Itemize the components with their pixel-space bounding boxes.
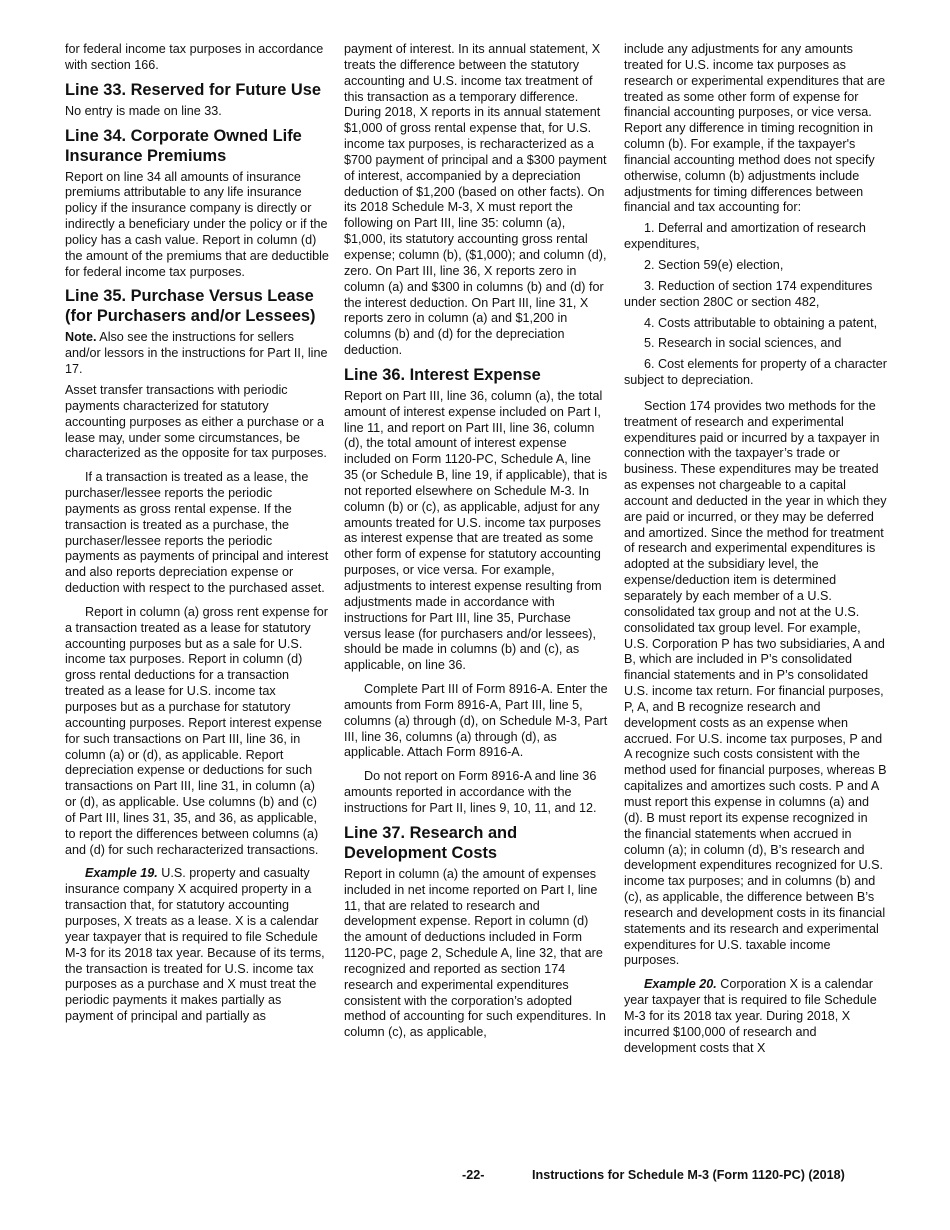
note-paragraph <box>65 330 329 378</box>
example-20 <box>624 977 888 1056</box>
example-19-label: Example 19. <box>85 866 158 881</box>
paragraph-line-34: Report on line 34 all amounts of insurance premiums attributable to any life insurance policy if the insurance company is directly or indirectly a beneficiary under the policy or if the policy has a cash value. Report in column (d) the amount of the premiums that are deductible for federal income tax purposes. <box>65 169 329 279</box>
heading-line-37: Line 37. Research and Development Costs <box>344 823 518 862</box>
example-19-text: U.S. property and casualty insurance company X acquired property in a transaction that, for statutory accounting purposes, X treats as a lease. X is a calendar year taxpayer that is required to file Schedule M-3 for its 2018 tax year. Because of its terms, the transaction is treated for U.S. income tax purposes as a purchase and X must treat the periodic payments it makes partially as payment of principal and partially as <box>65 866 325 1024</box>
column-left <box>65 42 329 1030</box>
column-middle <box>344 42 608 1046</box>
paragraph-line-37: Report in column (a) the amount of expenses included in net income reported on Part I, line 11, that are related to research and development expense. Report in column (d) the amount of deductions included in Form 1120-PC, page 2, Schedule A, line 32, that are recognized and reported as section 174 research and experimental expenditures consistent with the corporation’s adopted method of accounting for such expenditures. In column (c), as applicable, <box>344 866 606 1040</box>
example-19 <box>65 866 329 1024</box>
paragraph-report-gross-rent: Report in column (a) gross rent expense for a transaction treated as a lease for statutory accounting purposes but as a sale for U.S. income tax purposes. Report in column (d) gross rental deductions for a transaction treated as a lease for U.S. income tax purposes but as a purchase for statutory accounting purposes. Report interest expense for such transactions on Part III, line 36, in column (a) or (d), as applicable. Report depreciation expense or deductions for such transactions on Part III, line 31, in column (a) or (d), as applicable. Use columns (b) and (c) of Part III, lines 31, 35, and 36, as applicable, to report the differences between columns (a) and (d) for such recharacterized transactions. <box>65 604 328 857</box>
note-label: Note. <box>65 330 97 345</box>
list-item: 5. Research in social sciences, and <box>644 336 842 351</box>
paragraph-do-not-report: Do not report on Form 8916-A and line 36 amounts reported in accordance with the instructions for Part II, lines 9, 10, 11, and 12. <box>344 769 597 815</box>
list-item: 3. Reduction of section 174 expenditures under section 280C or section 482, <box>624 278 873 309</box>
list-item: 4. Costs attributable to obtaining a patent, <box>644 315 878 330</box>
note-text: Also see the instructions for sellers and/or lessors in the instructions for Part II, line 17. <box>65 330 328 377</box>
paragraph-lease-treatment: If a transaction is treated as a lease, the purchaser/lessee reports the periodic payments as gross rental expense. If the transaction is treated as a purchase, the purchaser/lessee reports the periodic payments as payments of principal and interest and also reports depreciation expense or deduction with respect to the purchased asset. <box>65 470 329 596</box>
list-item: 6. Cost elements for property of a character subject to depreciation. <box>624 357 887 388</box>
example-20-label: Example 20. <box>644 977 717 992</box>
paragraph-continuation: for federal income tax purposes in accordance with section 166. <box>65 42 324 72</box>
paragraph-form-8916a: Complete Part III of Form 8916-A. Enter the amounts from Form 8916-A, Part III, line 5, columns (a) through (d), on Schedule M-3, Part III, line 36, columns (a) through (d), as applicable. Attach Form 8916-A. <box>344 682 608 760</box>
heading-line-34: Line 34. Corporate Owned Life Insurance Premiums <box>65 126 302 165</box>
footer-title: Instructions for Schedule M-3 (Form 1120-PC) (2018) <box>532 1168 845 1182</box>
page-number: -22- <box>462 1168 485 1182</box>
list-item: 1. Deferral and amortization of research expenditures, <box>624 221 866 252</box>
list-item: 2. Section 59(e) election, <box>644 257 784 272</box>
column-right <box>624 42 888 1061</box>
paragraph-line-33: No entry is made on line 33. <box>65 103 222 118</box>
paragraph-asset-transfer: Asset transfer transactions with periodic payments characterized for statutory accounting purposes as either a purchase or a lease may, under some circumstances, be characterized as the opposite for tax purposes. <box>65 382 327 461</box>
paragraph-section-174: Section 174 provides two methods for the treatment of research and experimental expenditures paid or incurred by a taxpayer in connection with the taxpayer’s trade or business. These expenditures may be treated as expenses not chargeable to a capital account and deducted in the year in which they are paid or incurred, or they may be deferred and amortized. Since the method for treatment of research and experimental expenditures is adopted at the subsidiary level, the expense/deduction item is determined separately by each member of a U.S. consolidated tax group and not at the U.S. consolidated tax group level. For example, U.S. Corporation P has two subsidiaries, A and B, which are included in P’s consolidated financial statements and in P’s consolidated U.S. income tax return. For financial purposes, P, A, and B recognize research and development costs as an expense when accrued. For U.S. income tax purposes, P and A recognize such costs consistent with the method used for financial purposes, whereas B capitalizes and amortizes such costs. P and A must report this expense in columns (a) and (d). B must report its expense recognized in the financial statements when accrued in column (a); in column (d), B’s research and development expenditures recognized for U.S. income tax purposes; and in columns (b) and (c), as applicable, the difference between B’s research and development costs in its financial statements and its research and experimental expenditures for U.S. taxable income purposes. <box>624 398 887 968</box>
paragraph-continuation: payment of interest. In its annual statement, X treats the difference between the statutory accounting and U.S. income tax treatment of this transaction as a temporary difference. During 2018, X reports in its annual statement $1,000 of gross rental expense that, for U.S. income tax purposes, is recharacterized as a $700 payment of principal and a $300 payment of interest, accompanied by a depreciation deduction of $1,200 (based on other facts). On its 2018 Schedule M-3, X must report the following on Part III, line 35: column (a), $1,000, its statutory accounting gross rental expense; column (b), ($1,000); and column (d), zero. On Part III, line 36, X reports zero in column (a) and $300 in columns (b) and (d) for the interest deduction. On Part III, line 31, X reports zero in column (a) and $1,200 in columns (b) and (d) for the depreciation deduction. <box>344 42 607 358</box>
timing-differences-list <box>624 221 888 389</box>
heading-line-33: Line 33. Reserved for Future Use <box>65 80 321 99</box>
heading-line-35: Line 35. Purchase Versus Lease (for Purchasers and/or Lessees) <box>65 287 316 326</box>
paragraph-line-36: Report on Part III, line 36, column (a), the total amount of interest expense included on Part I, line 11, and report on Part III, line 36, column (d), the total amount of interest expense included on Form 1120-PC, Schedule A, line 35 (or Schedule B, line 19, if applicable), that is not reported elsewhere on Schedule M-3. In column (b) or (c), as applicable, adjust for any amounts treated for U.S. income tax purposes as interest expense that are treated as some other form of expense for statutory accounting purposes, or vice versa. For example, adjustments to interest expense resulting from adjustments made in accordance with instructions for Part III, line 35, Purchase versus lease (for purchasers and/or lessees), should be made in columns (b) and (c), as applicable, on line 36. <box>344 388 608 673</box>
example-20-text: Corporation X is a calendar year taxpayer that is required to file Schedule M-3 for its 2018 tax year. During 2018, X incurred $100,000 of research and development costs that X <box>624 977 877 1055</box>
heading-line-36: Line 36. Interest Expense <box>344 365 541 384</box>
paragraph-continuation: include any adjustments for any amounts treated for U.S. income tax purposes as research or experimental expenditures that are treated as some other form of expense for financial accounting purposes, or vice versa. Report any difference in timing recognition in column (b). For example, if the taxpayer's financial accounting method does not specify otherwise, column (b) adjustments include adjustments for timing differences between financial and tax accounting for: <box>624 42 886 215</box>
